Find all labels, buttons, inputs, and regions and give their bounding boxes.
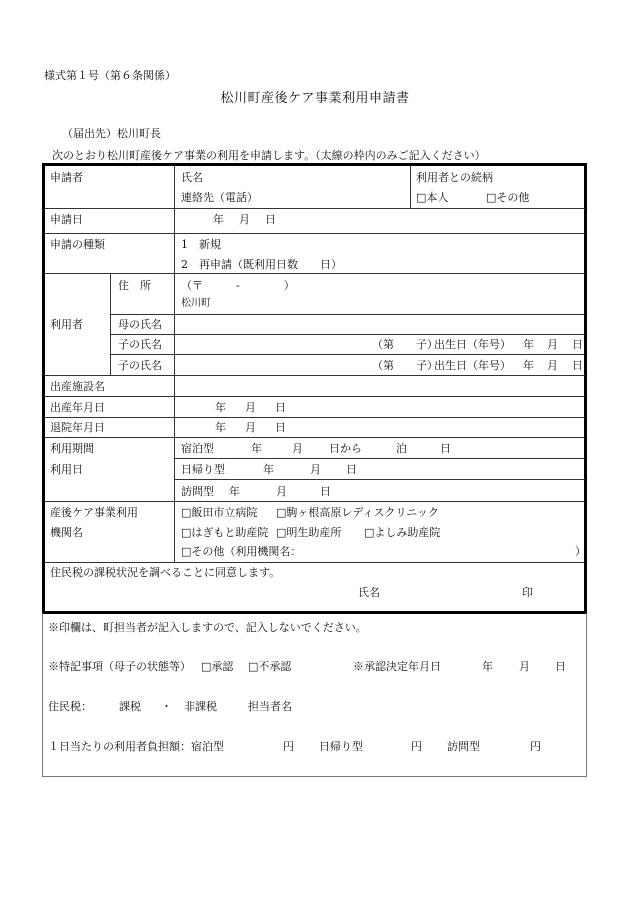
institution-option-yoshimi[interactable]: □よしみ助産院 (364, 526, 441, 539)
relation-label: 利用者との続柄 (416, 171, 493, 184)
column-divider (110, 273, 111, 375)
row-divider (44, 233, 585, 234)
cost-label: １日当たりの利用者負担額： (48, 740, 191, 753)
page-title: 松川町産後ケア事業利用申請書 (220, 91, 410, 106)
row-divider (44, 273, 585, 274)
column-divider (410, 165, 411, 208)
staff-name-field[interactable]: 担当者名 (248, 700, 292, 713)
mother-name-field[interactable] (181, 318, 581, 332)
office-use-note: ※印欄は、町担当者が記入しますので、記入しないでください。 (48, 621, 367, 634)
stay-days[interactable]: 日 (440, 442, 451, 455)
day-month[interactable]: 月 (310, 463, 321, 476)
decision-day[interactable]: 日 (555, 660, 566, 673)
application-date-field[interactable]: 年 月 日 (213, 213, 278, 226)
cost-visit-yen[interactable]: 円 (530, 740, 541, 753)
application-type-reapply[interactable]: 2 再申請（既利用日数 日） (181, 258, 342, 271)
birth-year[interactable]: 年 (215, 401, 226, 414)
birth-date-label: 出産年月日 (50, 401, 105, 414)
usage-period-label: 利用期間 (50, 442, 94, 455)
reject-checkbox[interactable]: □不承認 (248, 660, 292, 673)
child-birth-year[interactable]: 年 (523, 359, 534, 372)
tax-separator: ・ (161, 700, 172, 713)
row-divider (174, 479, 585, 480)
child-order-field[interactable]: （第 子） (372, 338, 438, 351)
column-divider (174, 165, 175, 562)
child-birth-label: 出生日（年号） (434, 338, 511, 351)
facility-field[interactable] (181, 379, 581, 393)
discharge-month[interactable]: 月 (245, 421, 256, 434)
usage-day-label: 利用日 (50, 463, 83, 476)
visit-type-label: 訪問型 (181, 485, 214, 498)
discharge-year[interactable]: 年 (215, 421, 226, 434)
cost-stay-label: 宿泊型 (191, 740, 224, 753)
cost-day-yen[interactable]: 円 (411, 740, 422, 753)
child-name-field[interactable] (181, 358, 371, 372)
birth-day[interactable]: 日 (275, 401, 286, 414)
visit-month[interactable]: 月 (276, 485, 287, 498)
stay-year[interactable]: 年 (251, 442, 262, 455)
row-divider (110, 334, 585, 335)
relation-self-checkbox[interactable]: □本人 (416, 191, 449, 204)
row-divider (44, 501, 585, 502)
form-code: 様式第１号（第６条関係） (44, 69, 176, 82)
birth-month[interactable]: 月 (245, 401, 256, 414)
application-type-label: 申請の種類 (50, 238, 105, 251)
decision-year[interactable]: 年 (482, 660, 493, 673)
applicant-name-field[interactable]: 氏名 (181, 171, 203, 184)
institution-other-close: ） (575, 545, 586, 558)
relation-other-checkbox[interactable]: □その他 (486, 191, 530, 204)
visit-year[interactable]: 年 (229, 485, 240, 498)
row-divider (44, 562, 585, 563)
application-type-new[interactable]: 1 新規 (181, 238, 221, 251)
institution-option-iida[interactable]: □飯田市立病院 (181, 506, 258, 519)
decision-date-label: ※承認決定年月日 (353, 660, 441, 673)
child-order-field[interactable]: （第 子） (372, 359, 438, 372)
child-birth-label: 出生日（年号） (434, 359, 511, 372)
row-divider (44, 396, 585, 397)
visit-day[interactable]: 日 (320, 485, 331, 498)
stay-type-label: 宿泊型 (181, 442, 214, 455)
tax-exempt-option[interactable]: 非課税 (184, 700, 217, 713)
child-birth-year[interactable]: 年 (523, 338, 534, 351)
address-label: 住 所 (118, 279, 151, 292)
application-date-label: 申請日 (50, 213, 83, 226)
child-name-label: 子の氏名 (118, 338, 162, 351)
institution-label-2: 機関名 (50, 526, 83, 539)
row-divider (44, 375, 585, 376)
cost-visit-label: 訪問型 (447, 740, 480, 753)
resident-tax-label: 住民税： (48, 700, 92, 713)
row-divider (44, 417, 585, 418)
row-divider (44, 208, 585, 209)
cost-stay-yen[interactable]: 円 (283, 740, 294, 753)
institution-option-hagimoto[interactable]: □はぎもと助産院 (181, 526, 269, 539)
institution-option-meisei[interactable]: □明生助産所 (276, 526, 342, 539)
row-divider (44, 437, 585, 438)
row-divider (110, 314, 585, 315)
applicant-label: 申請者 (50, 171, 83, 184)
decision-month[interactable]: 月 (519, 660, 530, 673)
institution-option-komagane[interactable]: □駒ヶ根高原レディスクリニック (276, 506, 439, 519)
approve-checkbox[interactable]: □承認 (201, 660, 234, 673)
tax-taxed-option[interactable]: 課税 (119, 700, 141, 713)
postal-code-field[interactable]: （〒 - ） (181, 279, 295, 292)
discharge-date-label: 退院年月日 (50, 421, 105, 434)
discharge-day[interactable]: 日 (275, 421, 286, 434)
child-name-field[interactable] (181, 337, 371, 351)
stay-month[interactable]: 月 (292, 442, 303, 455)
child-birth-month[interactable]: 月 (547, 338, 558, 351)
address-town-field[interactable]: 松川町 (181, 298, 211, 309)
user-label: 利用者 (50, 318, 83, 331)
cost-day-label: 日帰り型 (319, 740, 363, 753)
day-day[interactable]: 日 (346, 463, 357, 476)
institution-option-other[interactable]: □その他（利用機関名： (181, 545, 302, 558)
applicant-contact-field[interactable]: 連絡先（電話） (181, 191, 258, 204)
stay-day-from[interactable]: 日から (329, 442, 362, 455)
child-birth-day[interactable]: 日 (572, 338, 583, 351)
consent-text: 住民税の課税状況を調べることに同意します。 (50, 566, 281, 579)
special-notes-label: ※特記事項（母子の状態等） (48, 660, 191, 673)
child-birth-day[interactable]: 日 (572, 359, 583, 372)
child-birth-month[interactable]: 月 (547, 359, 558, 372)
institution-label: 産後ケア事業利用 (50, 506, 138, 519)
child-name-label: 子の氏名 (118, 359, 162, 372)
intro-text: 次のとおり松川町産後ケア事業の利用を申請します。（太線の枠内のみご記入ください） (52, 149, 486, 162)
row-divider (174, 458, 585, 459)
addressee: （届出先）松川町長 (62, 127, 161, 140)
stay-nights[interactable]: 泊 (396, 442, 407, 455)
day-type-label: 日帰り型 (181, 463, 225, 476)
seal-label: 印 (522, 586, 533, 599)
mother-name-label: 母の氏名 (118, 318, 162, 331)
day-year[interactable]: 年 (263, 463, 274, 476)
consent-name-field[interactable]: 氏名 (358, 586, 380, 599)
facility-label: 出産施設名 (50, 380, 105, 393)
row-divider (110, 354, 585, 355)
